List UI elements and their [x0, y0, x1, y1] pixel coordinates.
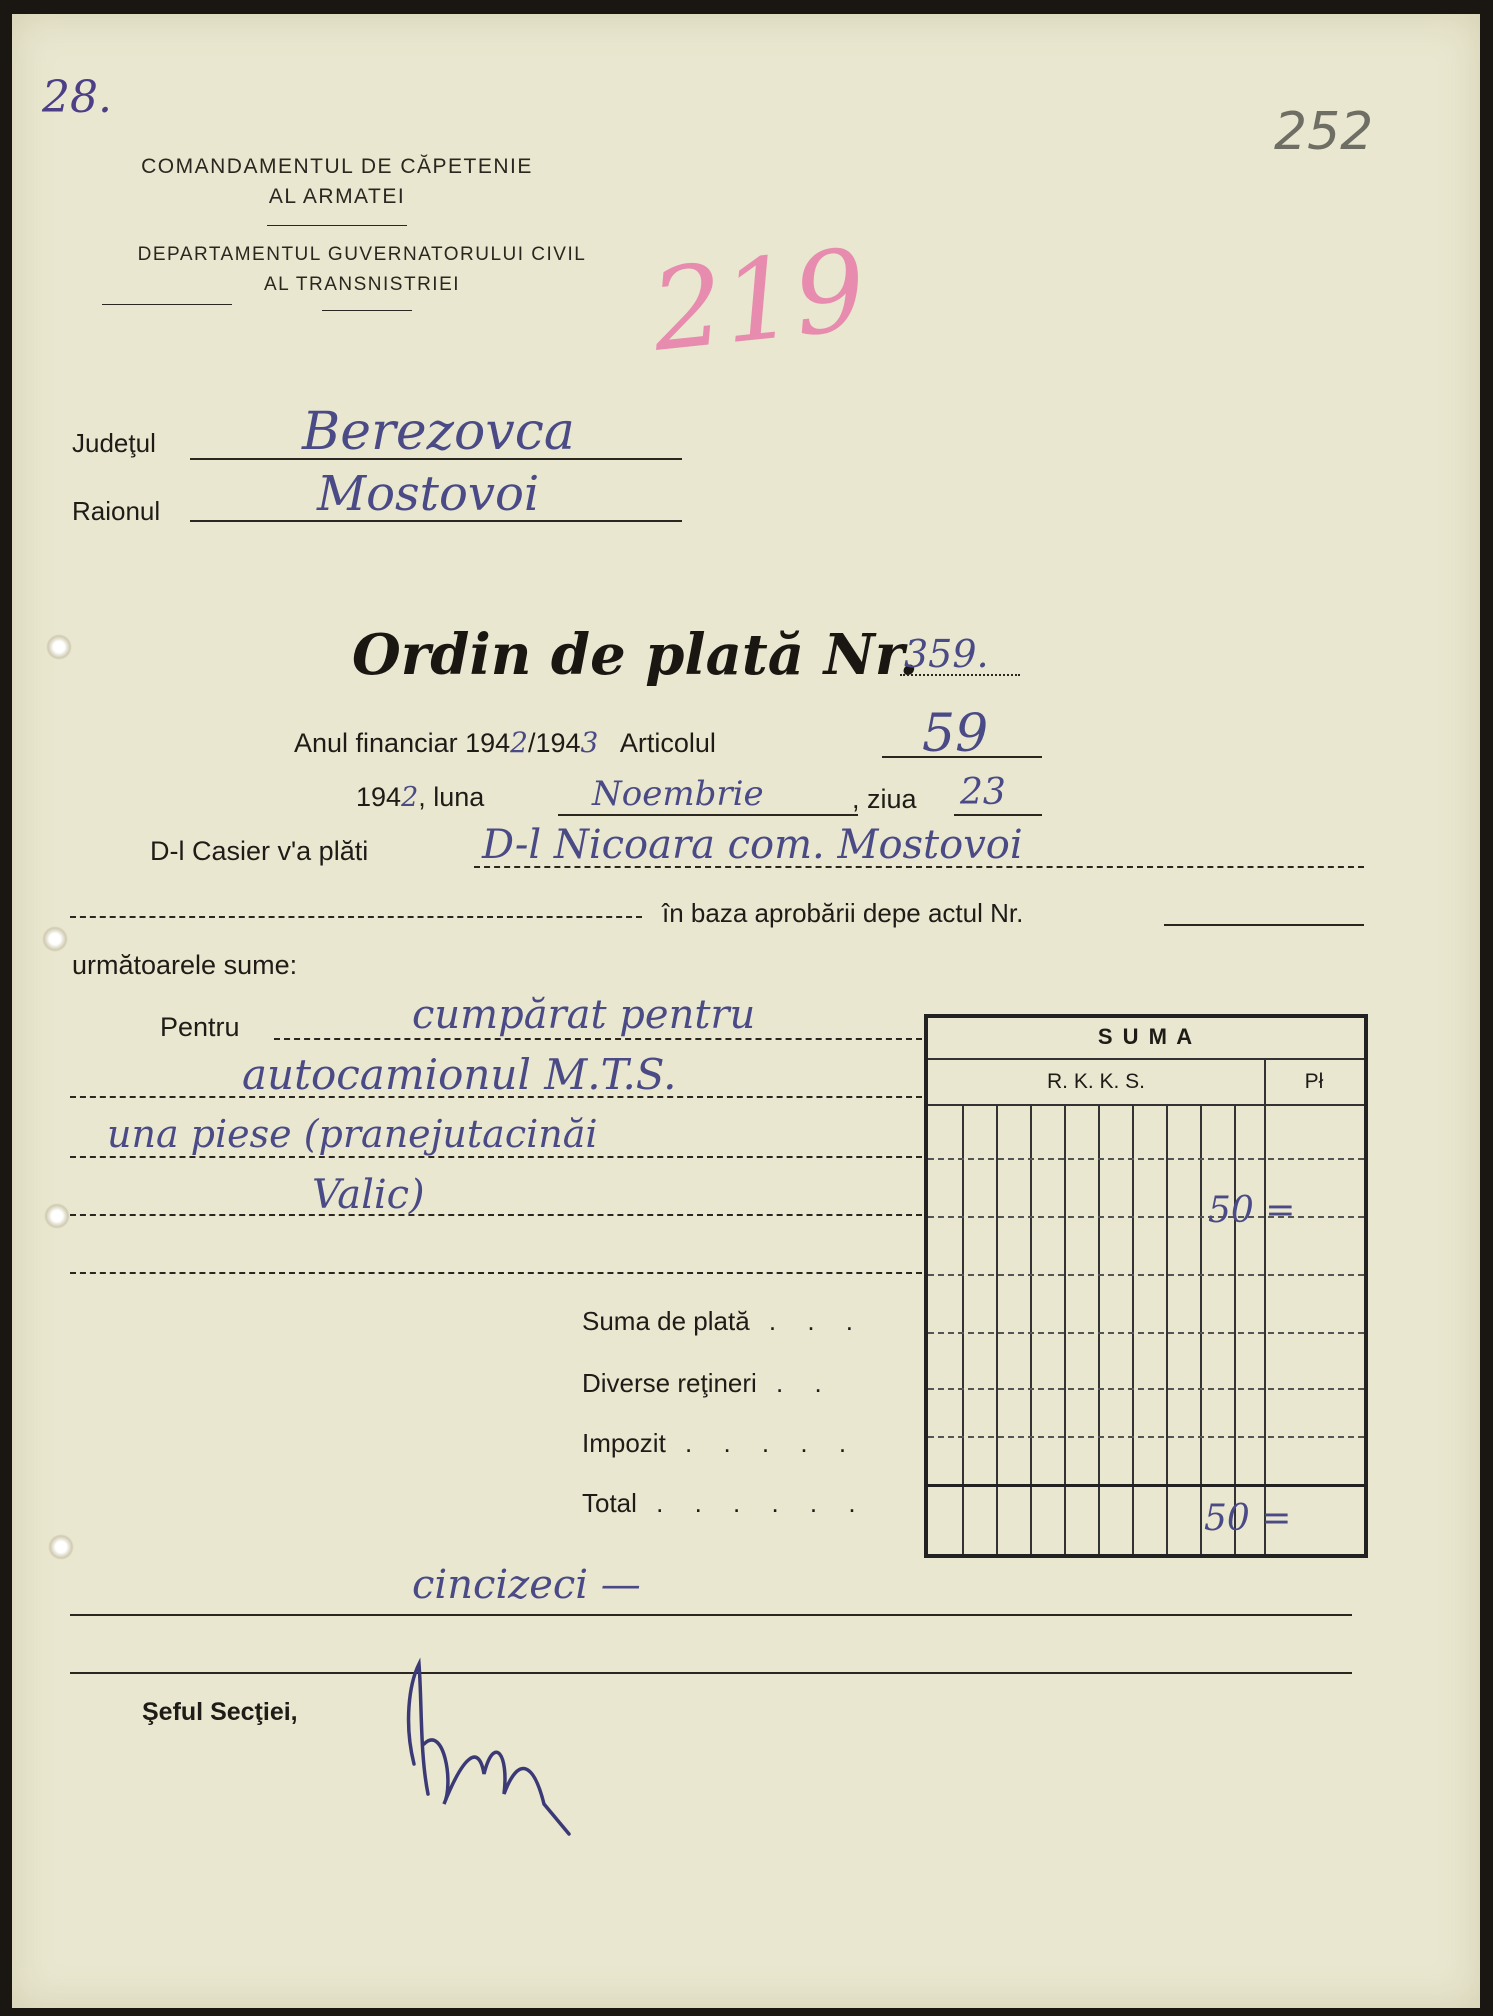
- ziua-value: 23: [960, 772, 1006, 813]
- leader-dots: . . .: [749, 1306, 866, 1336]
- purpose-line-1: [274, 1038, 922, 1040]
- punch-hole: [48, 1534, 74, 1560]
- leader-dots: . . . . .: [665, 1428, 859, 1458]
- amount-row-rule: [928, 1388, 1364, 1390]
- header-line-3: DEPARTAMENTUL GUVERNATORULUI CIVIL: [137, 244, 587, 265]
- registration-stamp-number: 219: [645, 225, 872, 377]
- articol-label: Articolul: [619, 728, 716, 758]
- amount-row-rule: [928, 1332, 1364, 1334]
- row-label: Diverse reţineri: [582, 1368, 757, 1398]
- header-line-1: COMANDAMENTUL DE CĂPETENIE: [141, 155, 533, 178]
- luna-underline: [558, 814, 858, 816]
- suma-title-rule: [928, 1058, 1364, 1060]
- purpose-line-5: [70, 1272, 922, 1274]
- fin-year-sep: /194: [527, 728, 581, 758]
- date-year: [356, 782, 484, 813]
- amount-row-rule: [928, 1436, 1364, 1438]
- pl-divider: [1264, 1058, 1266, 1554]
- words-line-2: [70, 1672, 1352, 1674]
- sume-label: următoarele sume:: [72, 950, 298, 980]
- raion-label: Raionul: [72, 496, 161, 526]
- row-label: Total: [582, 1488, 637, 1518]
- words-line-1: [70, 1614, 1352, 1616]
- row-label: Impozit: [582, 1428, 666, 1458]
- total-rule: [928, 1484, 1364, 1487]
- suma-title: S U M A: [1097, 1024, 1195, 1049]
- entry-amount: 50 =: [1208, 1190, 1296, 1231]
- fin-year-label: Anul financiar 194: [294, 728, 511, 758]
- amount-in-words: cincizeci —: [412, 1562, 641, 1608]
- raion-value: Mostovoi: [317, 466, 540, 522]
- row-suma-de-plata: [582, 1306, 865, 1337]
- aprobare-underline: [1164, 924, 1364, 926]
- judet-label: Judeţul: [72, 428, 156, 458]
- row-total: [582, 1488, 868, 1519]
- luna-label: , luna: [418, 782, 485, 812]
- header-block-2: [67, 240, 657, 300]
- purpose-text-3: una piese (pranejutacinăi: [107, 1112, 598, 1156]
- purpose-text-1: cumpărat pentru: [412, 992, 756, 1038]
- signature: [384, 1644, 584, 1844]
- row-impozit: [582, 1428, 858, 1459]
- ziua-underline: [954, 814, 1042, 816]
- aprobare-left-line: [70, 916, 642, 918]
- punch-hole: [44, 1203, 70, 1229]
- amount-row-rule: [928, 1274, 1364, 1276]
- fin-year-a: 2: [510, 726, 528, 759]
- payment-order-sheet: [12, 14, 1480, 2008]
- header-underline: [322, 310, 412, 311]
- punch-hole: [46, 634, 72, 660]
- casier-label: D-l Casier v'a plăti: [150, 836, 369, 866]
- year-prefix: 194: [356, 782, 402, 812]
- amount-row-rule: [928, 1158, 1364, 1160]
- suma-table: [924, 1014, 1368, 1558]
- luna-value: Noembrie: [592, 774, 764, 814]
- purpose-text-4: Valic): [312, 1172, 425, 1218]
- purpose-line-3: [70, 1156, 922, 1158]
- ziua-label: , ziua: [852, 784, 917, 814]
- judet-value: Berezovca: [302, 402, 575, 462]
- punch-hole: [42, 926, 68, 952]
- pl-header: Pł: [1304, 1070, 1324, 1093]
- row-label: Suma de plată: [582, 1306, 750, 1336]
- order-number: 359.: [904, 632, 989, 676]
- header-block: [67, 152, 607, 212]
- row-diverse-retineri: [582, 1368, 834, 1399]
- pentru-label: Pentru: [160, 1012, 240, 1042]
- archive-number: 252: [1274, 102, 1374, 162]
- header-line-2: AL ARMATEI: [268, 185, 406, 208]
- payee-value: D-l Nicoara com. Mostovoi: [482, 822, 1023, 868]
- purpose-line-4: [70, 1214, 922, 1216]
- rkks-header: R. K. K. S.: [1046, 1070, 1146, 1093]
- total-amount: 50 =: [1204, 1498, 1292, 1539]
- amount-row-rule: [928, 1216, 1364, 1218]
- leader-dots: . . . . . .: [636, 1488, 868, 1518]
- header-underline: [102, 304, 232, 305]
- corner-number: 28.: [42, 72, 112, 123]
- header-divider: [267, 225, 407, 226]
- purpose-text-2: autocamionul M.T.S.: [242, 1050, 677, 1099]
- fin-year-line: [294, 726, 716, 759]
- leader-dots: . .: [756, 1368, 834, 1398]
- sef-sectiei-label: Şeful Secţiei,: [142, 1698, 298, 1726]
- articol-value: 59: [922, 704, 989, 764]
- header-rule: [928, 1104, 1364, 1106]
- page-title: Ordin de plată Nr.: [352, 622, 919, 688]
- header-line-4: AL TRANSNISTRIEI: [263, 274, 461, 295]
- aprobare-label: în baza aprobării depe actul Nr.: [662, 898, 1024, 928]
- fin-year-b: 3: [580, 726, 599, 759]
- order-number-underline: [900, 674, 1020, 676]
- year-digit: 2: [401, 782, 419, 813]
